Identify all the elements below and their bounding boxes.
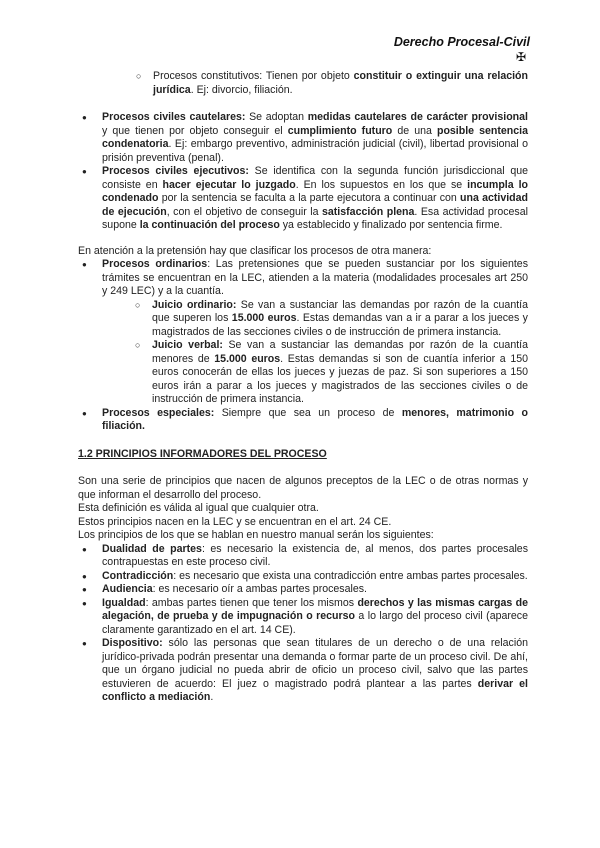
principios-intro-3: Estos principios nacen en la LEC y se encuentran en el art. 24 CE. (78, 515, 392, 528)
procesos-civiles-list (78, 111, 528, 233)
list-item-dispositivo: ● Dispositivo: sólo las personas que sean titulares de un derecho o de una relación jurídico-privada podrán presentar una demanda o formar parte de un proceso civil. De ahí, que un órgano judicial no pueda abrir de oficio un proceso civil, salvo que las partes estuvieren de acuerdo: El juez o magistrado podrá plantear a las partes derivar el conflicto a mediación. (78, 637, 528, 705)
pretension-list (78, 258, 528, 434)
document-body (78, 70, 528, 705)
principios-intro-1: Son una serie de principios que nacen de algunos preceptos de la LEC o de otras normas y que informan el desarrollo del proceso. (78, 475, 528, 501)
pretension-intro: En atención a la pretensión hay que clasificar los procesos de otra manera: (78, 244, 432, 257)
principios-intro-4: Los principios de los que se hablan en nuestro manual serán los siguientes: (78, 529, 434, 541)
list-item-contradiccion: ● Contradicción: es necesario que exista una contradicción entre ambas partes procesales. (78, 570, 528, 584)
list-item-juicio-verbal: ○ Juicio verbal: Se van a sustanciar las demandas por razón de la cuantía menores de 15.000 euros. Estas demandas si son de cuantía inferior a 150 euros conocerán de ellas los jueces y juezas de paz. Si son superiores a 150 euros irán a parar a los jueces y magistrados de las secciones civiles o de instrucción de primera instancia. (130, 339, 528, 407)
principios-intro-2: Esta definición es válida al igual que cualquier otra. (78, 502, 319, 514)
section-heading: 1.2 PRINCIPIOS INFORMADORES DEL PROCESO (78, 447, 327, 460)
list-item-constitutivos: ○ Procesos constitutivos: Tienen por objeto constituir o extinguir una relación jurídica. Ej: divorcio, filiación. (131, 70, 528, 97)
page-header (394, 35, 530, 64)
list-item-juicio-ordinario: ○ Juicio ordinario: Se van a sustanciar las demandas por razón de la cuantía que superen los 15.000 euros. Estas demandas van a ir a parar a los jueces y magistrados de las secciones civiles o de instrucción de primera instancia. (130, 299, 528, 340)
list-item-igualdad: ● Igualdad: ambas partes tienen que tener los mismos derechos y las mismas cargas de alegación, de prueba y de impugnación o recurso a lo largo del proceso civil (aparece claramente garantizado en el art. 14 CE). (78, 597, 528, 638)
list-item-especiales: ● Procesos especiales: Siempre que sea un proceso de menores, matrimonio o filiación. (78, 407, 528, 434)
principios-list (78, 543, 528, 705)
list-item-ejecutivos: ● Procesos civiles ejecutivos: Se identifica con la segunda función jurisdiccional que consiste en hacer ejecutar lo juzgado. En los supuestos en los que se incumpla lo condenado por la sentencia se faculta a la parte ejecutora a continuar con una actividad de ejecución, con el objetivo de conseguir la satisfacción plena. Esa actividad procesal supone la continuación del proceso ya establecido y finalizado por sentencia firme. (78, 165, 528, 233)
juicios-list (130, 299, 528, 407)
header-title: Derecho Procesal-Civil (393, 35, 530, 49)
list-item-dualidad: ● Dualidad de partes: es necesario la existencia de, al menos, dos partes procesales contrapuestas en este proceso civil. (78, 543, 528, 570)
cross-icon: ✠ (515, 50, 526, 64)
list-item-cautelares: ● Procesos civiles cautelares: Se adoptan medidas cautelares de carácter provisional y que tienen por objeto conseguir el cumplimiento futuro de una posible sentencia condenatoria. Ej: embargo preventivo, administración judicial (civil), libertad provisional o prisión preventiva (penal). (78, 111, 528, 165)
list-item-ordinarios: ● Procesos ordinarios: Las pretensiones que se pueden sustanciar por los siguientes trámites se encuentran en la LEC, atienden a la materia (modalidades procesales art 250 y 249 LEC) y a la cuantía. ○ Juicio ordinario: Se van a sustanciar las demandas por razón de la cuantía que superen los 15.000 euros. Estas demandas van a ir a parar a los jueces y magistrados de las secciones civiles o de instrucción de primera instancia. ○ Juicio verbal: Se van a sustanciar las demandas por razón de la cuantía menores de 15.000 euros. Estas demandas si son de cuantía inferior a 150 euros conocerán de ellas los jueces y juezas de paz. Si son superiores a 150 euros irán a parar a los jueces y magistrados de las secciones civiles o de instrucción de primera instancia. (78, 258, 528, 407)
list-item-audiencia: ● Audiencia: es necesario oír a ambas partes procesales. (78, 583, 528, 597)
constitutivos-list (131, 70, 528, 97)
